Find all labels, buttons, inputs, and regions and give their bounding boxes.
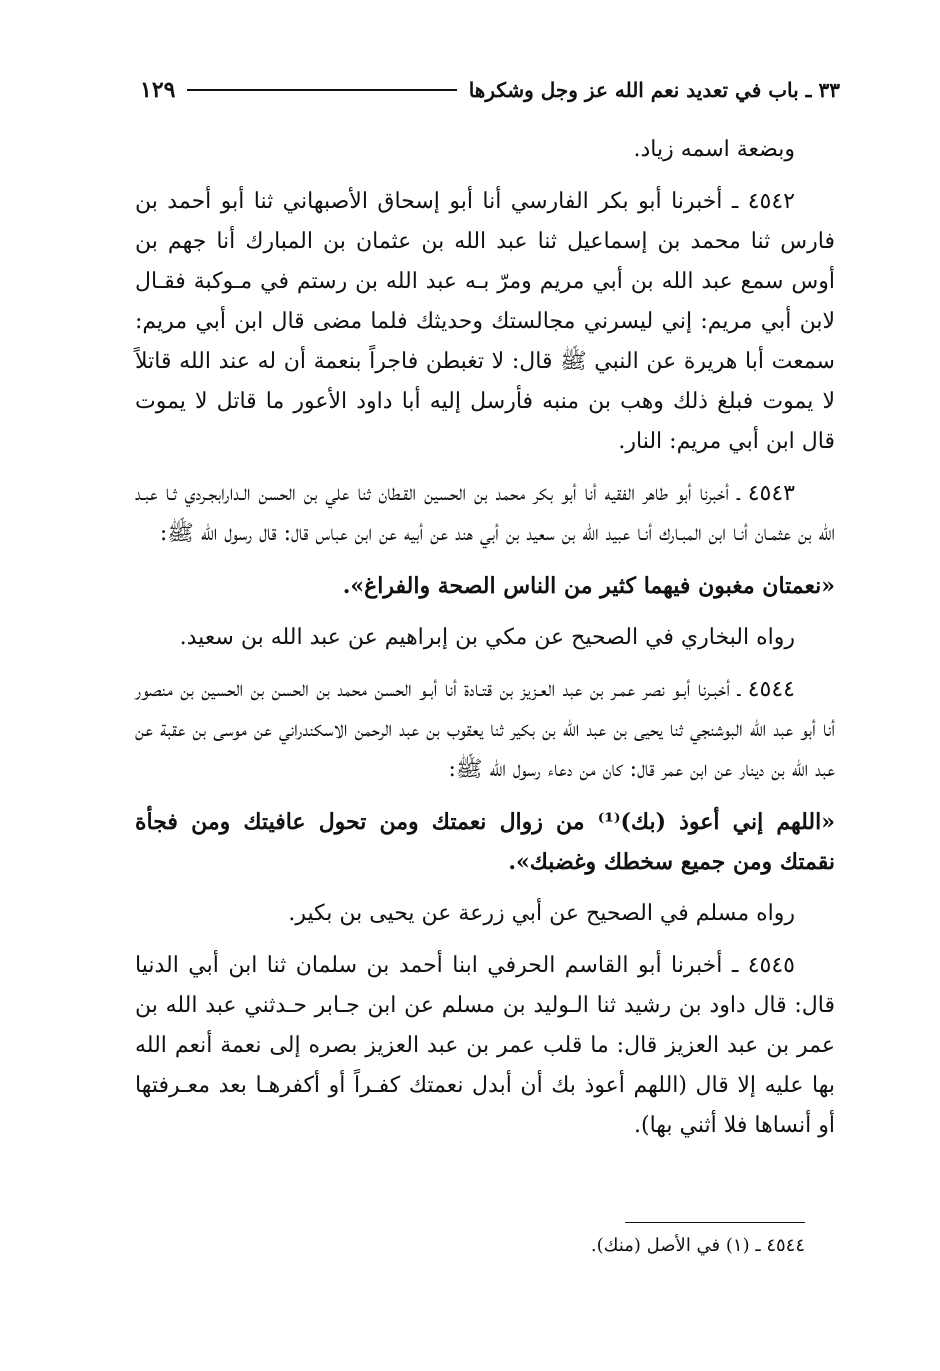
page-body [135,130,835,1158]
header-rule [187,89,456,91]
page-number: ١٢٩ [140,77,176,103]
hadith-4542: ٤٥٤٢ ـ أخبرنا أبو بكر الفارسي أنا أبو إسحاق الأصبهاني ثنا أبو أحمد بن فارس ثنا محمد بن إسماعيل ثنا عبد الله بن عثمان بن المبارك أنا جهم بن أوس سمع عبد الله بن أبي مريم ومرّ بـه عبد الله بن رستم في مـوكبة فقـال لابن أبي مريم: إني ليسرني مجالستك وحديثك فلما مضى قال ابن أبي مريم: سمعت أبا هريرة عن النبي ﷺ قال: لا تغبطن فاجراً بنعمة أن له عند الله قاتلاً لا يموت فبلغ ذلك وهب بن منبه فأرسل إليه أبا داود الأعور ما قاتل لا يموت قال ابن أبي مريم: النار. [135,189,835,454]
page-header [140,70,840,110]
footnote-rule [625,1222,805,1223]
hadith-4543-text: «نعمتان مغبون فيهما كثير من الناس الصحة والفراغ». [342,573,835,599]
footnote: ٤٥٤٤ ـ (١) في الأصل (منك). [590,1235,805,1256]
hadith-4544-text: «اللهم إني أعوذ (بك)⁽¹⁾ من زوال نعمتك ومن تحول عافيتك ومن فجأة نقمتك ومن جميع سخطك وغضبك». [135,809,835,875]
hadith-4544-source: رواه مسلم في الصحيح عن أبي زرعة عن يحيى بن بكير. [288,901,795,926]
paragraph-continuation: وبضعة اسمه زياد. [633,137,795,162]
hadith-4544: ٤٥٤٤ ـ أخبـرنا أبـو نصر عمـر بن عبد العـزيز بن قتـادة أنا أبـو الحسن محمد بن الحسن بن الحسين بن منصور أنا أبو عبد الله البوشنجي ثنا يحيى بن عبد الله بن بكير ثنا يعقوب بن عبد الرحمن الاسكندراني عن موسى بن عقبة عن عبد الله بن دينار عن ابن عمر قال: كان من دعاء رسول الله ﷺ: [135,677,835,782]
chapter-title: ٣٣ ـ باب في تعديد نعم الله عز وجل وشكرها [468,78,840,102]
hadith-4543-source: رواه البخاري في الصحيح عن مكي بن إبراهيم عن عبد الله بن سعيد. [179,625,795,650]
hadith-4543: ٤٥٤٣ ـ أخبرنا أبو طاهر الفقيه أنا أبو بكر محمد بن الحسين القـطان ثنا علي بن الحسن الـدارابجـردي ثـا عبـد الله بن عثمـان أنـا ابن المبـارك أنـا عبيد الله بن سعيد بن أبي هند عن أبيه عن ابن عباس قال: قال رسول الله ﷺ: [135,481,835,546]
hadith-4545: ٤٥٤٥ ـ أخبرنا أبو القاسم الحرفي ابنا أحمد بن سلمان ثنا ابن أبي الدنيا قال: قال داود بن رشيد ثنا الـوليد بن مسلم عن ابن جـابر حـدثني عبد الله بن عمر بن عبد العزيز قال: ما قلب عمر بن عبد العزيز بصره إلى نعمة أنعم الله بها عليه إلا قال (اللهم أعوذ بك أن أبدل نعمتك كفـراً أو أكفرهـا بعد معـرفتها أو أنساها فلا أثني بها). [135,953,835,1138]
